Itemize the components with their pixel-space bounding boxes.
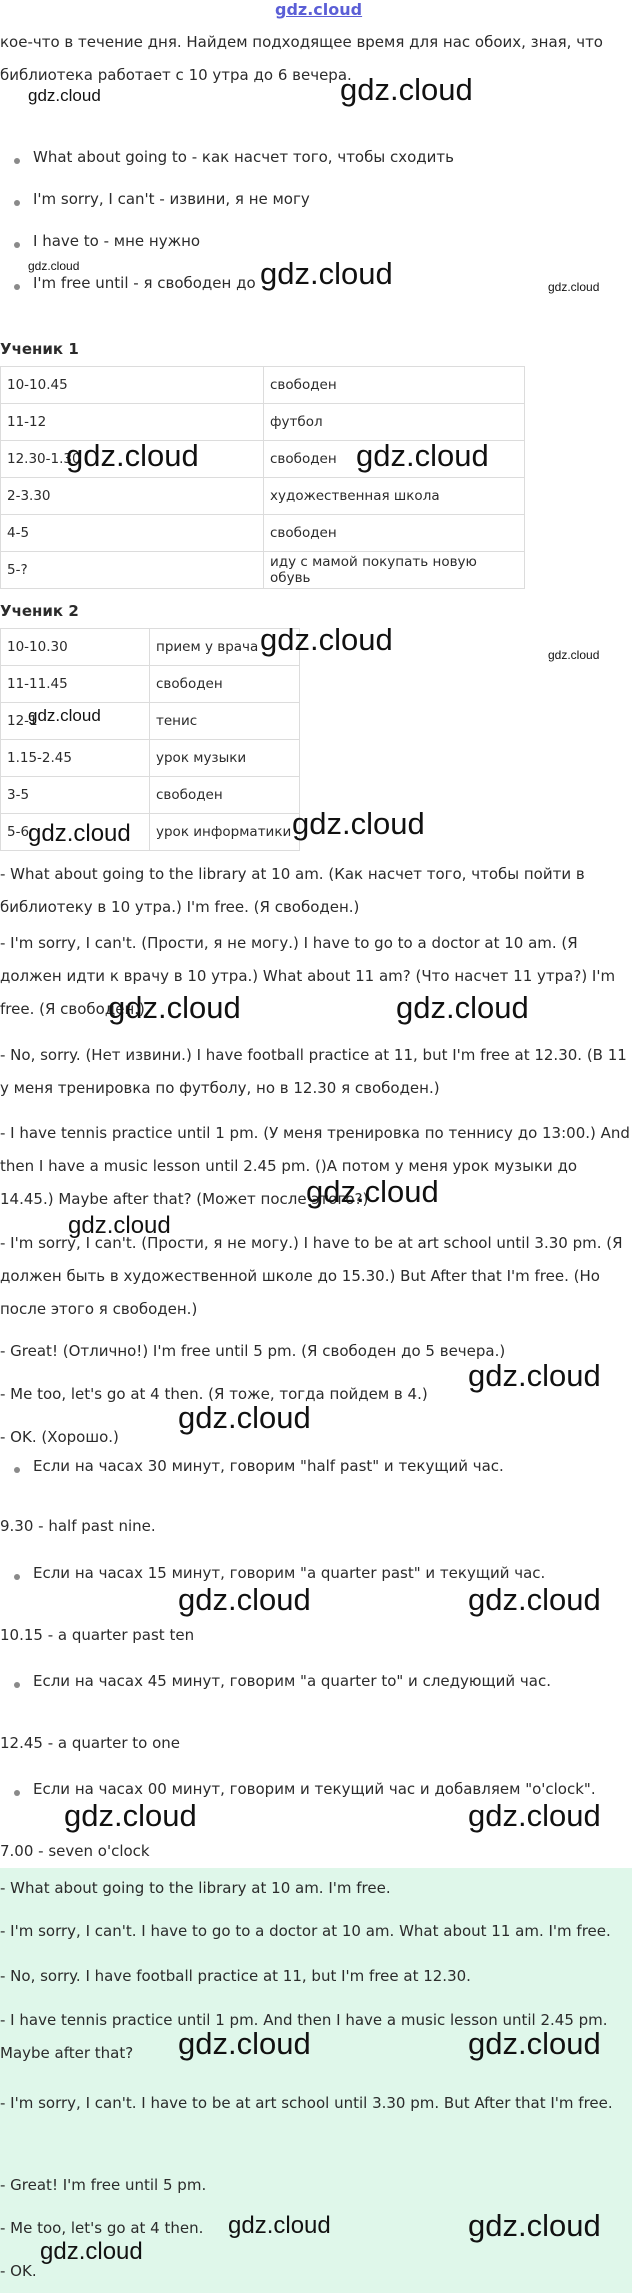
time-rule: Если на часах 00 минут, говорим и текущий час и добавляем "o'clock". [33,1780,596,1798]
bullet-icon [14,1574,20,1580]
table-row [1,515,525,552]
dialogue-line: - What about going to the library at 10 am. (Как насчет того, чтобы пойти в библиотеку в 10 утра.) I'm free. (Я свободен.) [0,865,585,916]
watermark-logo: gdz.cloud [306,1174,439,1209]
activity-cell: свободен [150,666,300,703]
watermark-logo: gdz.cloud [260,622,393,657]
time-example: 7.00 - seven o'clock [0,1842,150,1860]
time-cell: 5-6 [1,814,150,851]
activity-cell: урок музыки [150,740,300,777]
activity-cell: художественная школа [264,478,525,515]
bullet-icon [14,1790,20,1796]
watermark-logo: gdz.cloud [468,2026,601,2061]
dialogue-line: - OK. (Хорошо.) [0,1428,119,1446]
watermark-logo: gdz.cloud [548,648,600,662]
table-row [1,666,300,703]
dialogue-line: - I'm sorry, I can't. (Прости, я не могу.) I have to go to a doctor at 10 am. (Я должен идти к врачу в 10 утра.) What about 11 am? (Что насчет 11 утра?) I'm free. (Я свободен.) [0,934,616,1018]
watermark-logo: gdz.cloud [28,706,101,725]
time-example: 10.15 - a quarter past ten [0,1626,195,1644]
time-example: 12.45 - a quarter to one [0,1734,181,1752]
phrase-item: I'm sorry, I can't - извини, я не могу [33,190,310,208]
watermark-logo: gdz.cloud [66,438,199,473]
dialogue-line: - No, sorry. (Нет извини.) I have football practice at 11, but I'm free at 12.30. (В 11 у меня тренировка по футболу, но в 12.30 я свободен.) [0,1046,627,1097]
bullet-icon [14,284,20,290]
watermark-logo: gdz.cloud [178,2026,311,2061]
activity-cell: свободен [264,515,525,552]
site-header-logo[interactable]: gdz.cloud [275,0,363,19]
bullet-icon [14,158,20,164]
time-rule: Если на часах 45 минут, говорим "a quarter to" и следующий час. [33,1672,551,1690]
watermark-logo: gdz.cloud [28,86,101,105]
answer-line: - I have tennis practice until 1 pm. And then I have a music lesson until 2.45 pm. Maybe after that? [0,2011,608,2062]
student2-table [0,628,300,851]
phrase-item: What about going to - как насчет того, чтобы сходить [33,148,454,166]
watermark-logo: gdz.cloud [356,438,489,473]
dialogue-line: - Me too, let's go at 4 then. (Я тоже, тогда пойдем в 4.) [0,1385,428,1403]
answer-line: - I'm sorry, I can't. I have to go to a doctor at 10 am. What about 11 am. I'm free. [0,1922,611,1940]
activity-cell: прием у врача [150,629,300,666]
watermark-logo: gdz.cloud [340,72,473,107]
watermark-logo: gdz.cloud [468,1582,601,1617]
watermark-logo: gdz.cloud [68,1212,171,1239]
activity-cell: футбол [264,404,525,441]
time-cell: 1.15-2.45 [1,740,150,777]
watermark-logo: gdz.cloud [228,2212,331,2239]
watermark-logo: gdz.cloud [548,280,600,294]
time-cell: 5-? [1,552,264,589]
watermark-logo: gdz.cloud [468,2208,601,2243]
time-example: 9.30 - half past nine. [0,1517,156,1535]
watermark-logo: gdz.cloud [64,1798,197,1833]
time-cell: 11-11.45 [1,666,150,703]
time-cell: 12-1 [1,703,150,740]
table-row [1,777,300,814]
time-rule: Если на часах 30 минут, говорим "half past" и текущий час. [33,1457,504,1475]
bullet-icon [14,1682,20,1688]
watermark-logo: gdz.cloud [468,1798,601,1833]
time-cell: 10-10.30 [1,629,150,666]
time-cell: 11-12 [1,404,264,441]
activity-cell: тенис [150,703,300,740]
watermark-logo: gdz.cloud [396,990,529,1025]
student1-title: Ученик 1 [0,340,79,358]
phrase-item: I'm free until - я свободен до [33,274,256,292]
time-cell: 4-5 [1,515,264,552]
answer-line: - OK. [0,2262,37,2280]
dialogue-line: - Great! (Отлично!) I'm free until 5 pm. (Я свободен до 5 вечера.) [0,1342,506,1360]
time-cell: 3-5 [1,777,150,814]
watermark-logo: gdz.cloud [40,2238,143,2265]
time-cell: 2-3.30 [1,478,264,515]
phrase-item: I have to - мне нужно [33,232,201,250]
bullet-icon [14,242,20,248]
bullet-icon [14,200,20,206]
table-row [1,629,300,666]
student2-title: Ученик 2 [0,602,79,620]
activity-cell: свободен [150,777,300,814]
activity-cell: свободен [264,367,525,404]
intro-paragraph: кое-что в течение дня. Найдем подходящее время для нас обоих, зная, что библиотека работает с 10 утра до 6 вечера. [0,33,603,84]
answer-line: - Great! I'm free until 5 pm. [0,2176,207,2194]
activity-cell: урок информатики [150,814,300,851]
watermark-logo: gdz.cloud [28,259,80,273]
time-cell: 12.30-1.30 [1,441,264,478]
watermark-logo: gdz.cloud [260,256,393,291]
activity-cell: иду с мамой покупать новую обувь [264,552,525,589]
watermark-logo: gdz.cloud [178,1400,311,1435]
watermark-logo: gdz.cloud [28,820,131,847]
table-row [1,740,300,777]
watermark-logo: gdz.cloud [292,806,425,841]
watermark-logo: gdz.cloud [108,990,241,1025]
answer-line: - No, sorry. I have football practice at 11, but I'm free at 12.30. [0,1967,471,1985]
table-row [1,478,525,515]
table-row [1,404,525,441]
answer-line: - What about going to the library at 10 am. I'm free. [0,1879,391,1897]
dialogue-line: - I have tennis practice until 1 pm. (У меня тренировка по теннису до 13:00.) And then I have a music lesson until 2.45 pm. ()А потом у меня урок музыки до 14.45.) Maybe after that? (Может после этого?) [0,1124,630,1208]
table-row [1,367,525,404]
watermark-logo: gdz.cloud [468,1358,601,1393]
dialogue-line: - I'm sorry, I can't. (Прости, я не могу.) I have to be at art school until 3.30 pm. (Я должен быть в художественной школе до 15.30.) But After that I'm free. (Но после этого я свободен.) [0,1234,623,1318]
table-row [1,552,525,589]
student1-table [0,366,525,589]
answer-line: - Me too, let's go at 4 then. [0,2219,204,2237]
time-cell: 10-10.45 [1,367,264,404]
time-rule: Если на часах 15 минут, говорим "a quarter past" и текущий час. [33,1564,546,1582]
activity-cell: свободен [264,441,525,478]
bullet-icon [14,1467,20,1473]
watermark-logo: gdz.cloud [178,1582,311,1617]
answer-line: - I'm sorry, I can't. I have to be at art school until 3.30 pm. But After that I'm free. [0,2094,613,2112]
